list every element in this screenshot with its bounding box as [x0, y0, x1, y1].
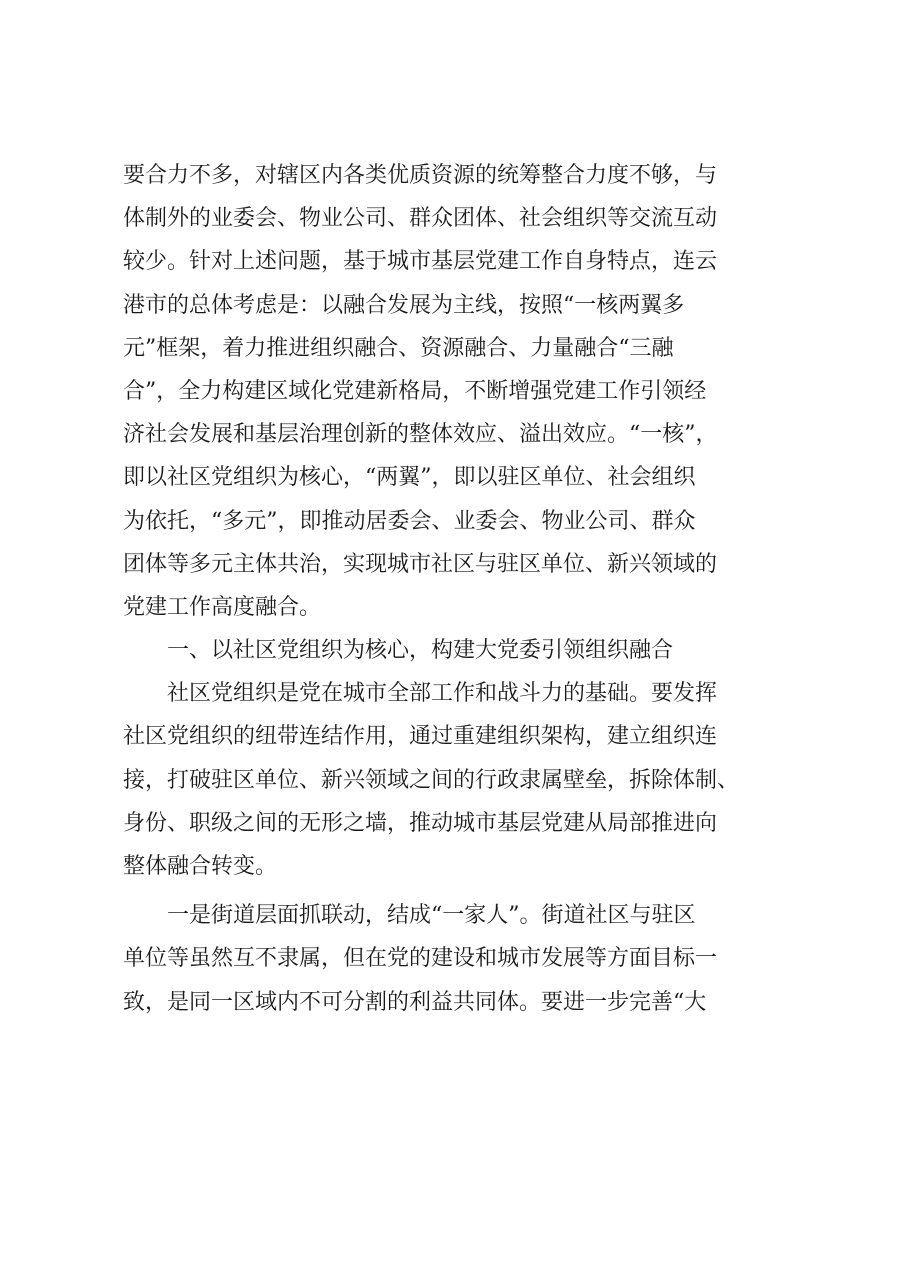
document-body [123, 154, 795, 1024]
text-line: 合”，全力构建区域化党建新格局，不断增强党建工作引领经 [123, 378, 707, 404]
text-line: 单位等虽然互不隶属，但在党的建设和城市发展等方面目标一 [123, 946, 718, 972]
text-line: 一是街道层面抓联动，结成“一家人”。街道社区与驻区 [167, 903, 696, 929]
text-line: 元”框架，着力推进组织融合、资源融合、力量融合“三融 [123, 335, 674, 361]
text-line: 社区党组织的纽带连结作用，通过重建组织架构，建立组织连 [123, 724, 718, 750]
text-line: 即以社区党组织为核心，“两翼”，即以驻区单位、社会组织 [123, 465, 696, 491]
text-line: 整体融合转变。 [123, 854, 278, 879]
text-line: 身份、职级之间的无形之墙，推动城市基层党建从局部推进向 [123, 810, 718, 836]
text-line: 较少。针对上述问题，基于城市基层党建工作自身特点，连云 [123, 249, 718, 275]
text-line: 致，是同一区域内不可分割的利益共同体。要进一步完善“大 [123, 989, 707, 1015]
text-line: 接，打破驻区单位、新兴领域之间的行政隶属壁垒，拆除体制、 [123, 767, 740, 793]
text-line: 港市的总体考虑是：以融合发展为主线，按照“一核两翼多 [123, 292, 685, 318]
section-heading: 一、以社区党组织为核心，构建大党委引领组织融合 [167, 638, 674, 664]
text-line: 团体等多元主体共治，实现城市社区与驻区单位、新兴领域的 [123, 551, 718, 577]
text-line: 党建工作高度融合。 [123, 594, 322, 620]
text-line: 为依托，“多元”，即推动居委会、业委会、物业公司、群众 [123, 508, 696, 534]
text-line: 要合力不多，对辖区内各类优质资源的统筹整合力度不够，与 [123, 163, 718, 188]
text-line: 体制外的业委会、物业公司、群众团体、社会组织等交流互动 [123, 206, 718, 232]
text-line: 济社会发展和基层治理创新的整体效应、溢出效应。“一核”， [123, 422, 718, 448]
text-line: 社区党组织是党在城市全部工作和战斗力的基础。要发挥 [167, 681, 718, 707]
